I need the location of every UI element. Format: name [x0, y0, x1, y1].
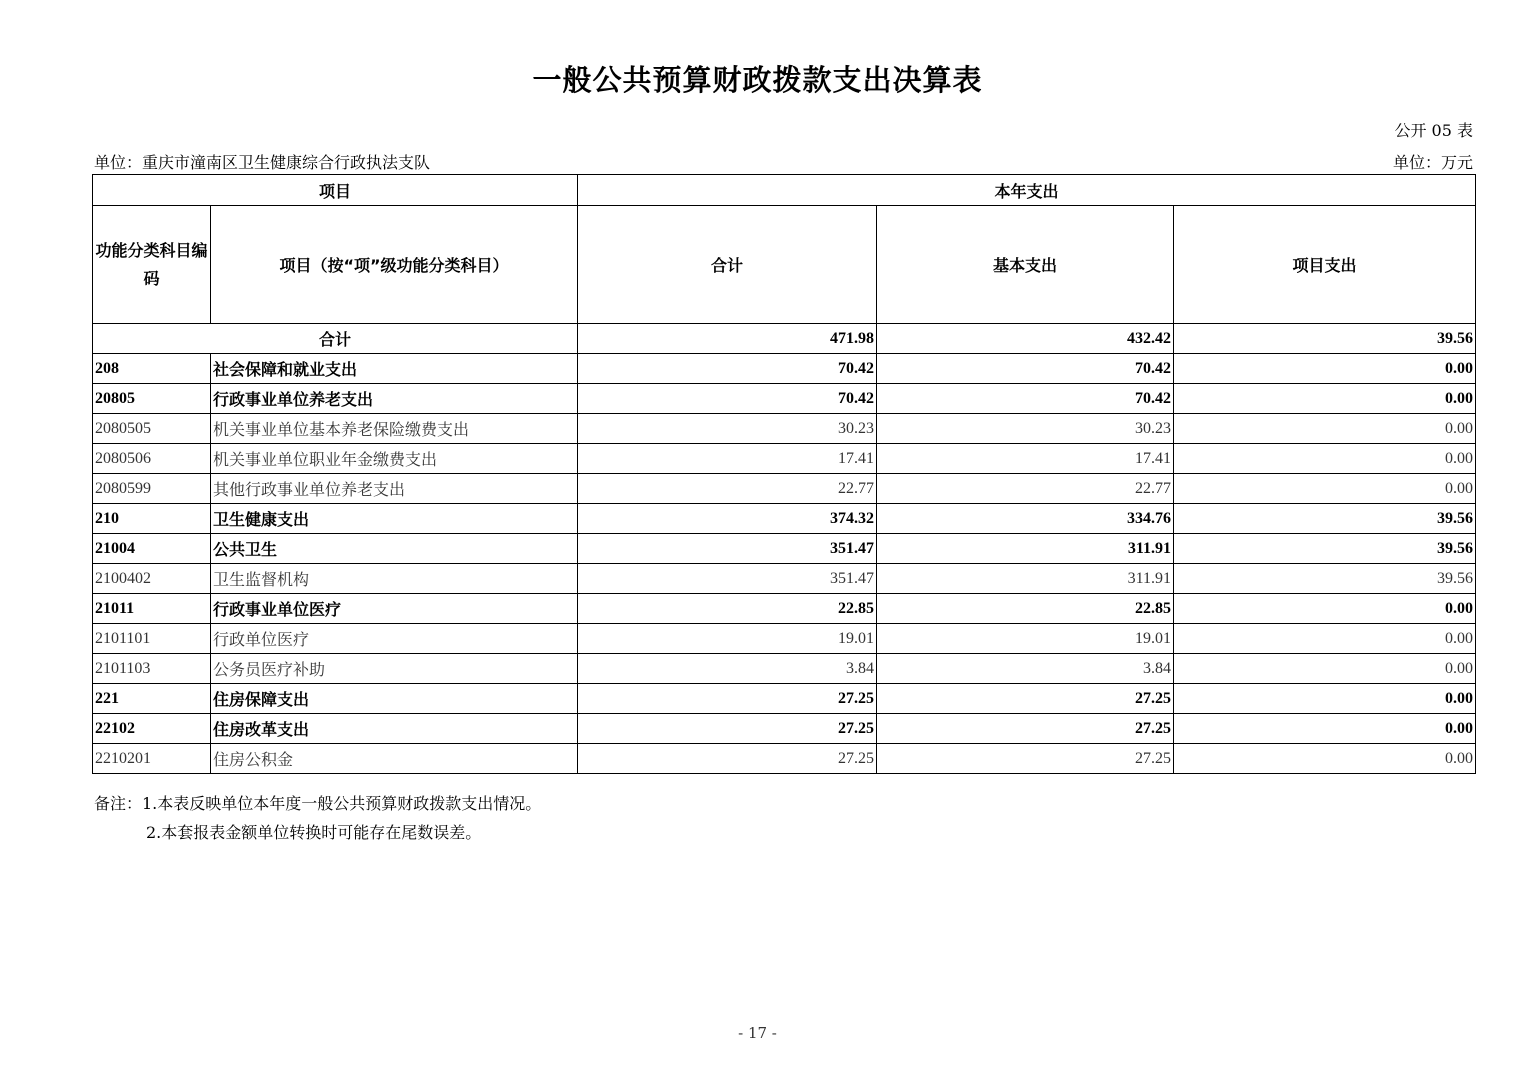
project-cell: 0.00	[1174, 384, 1476, 414]
table-body	[93, 354, 1476, 774]
table-row	[93, 654, 1476, 684]
total-cell: 19.01	[578, 624, 877, 654]
name-cell: 住房保障支出	[211, 684, 578, 714]
table-row	[93, 354, 1476, 384]
basic-cell: 311.91	[877, 564, 1174, 594]
code-cell: 21011	[93, 594, 211, 624]
header-row-columns	[93, 206, 1476, 324]
project-cell: 0.00	[1174, 744, 1476, 774]
table-row	[93, 504, 1476, 534]
basic-cell: 27.25	[877, 714, 1174, 744]
table-row	[93, 564, 1476, 594]
table-row	[93, 684, 1476, 714]
name-cell: 机关事业单位基本养老保险缴费支出	[211, 414, 578, 444]
notes	[94, 789, 541, 847]
total-cell: 30.23	[578, 414, 877, 444]
total-cell: 351.47	[578, 564, 877, 594]
total-cell: 70.42	[578, 354, 877, 384]
code-cell: 2101101	[93, 624, 211, 654]
total-cell: 351.47	[578, 534, 877, 564]
note-1: 备注：1.本表反映单位本年度一般公共预算财政拨款支出情况。	[94, 794, 542, 813]
total-label: 合计	[93, 324, 578, 354]
basic-cell: 432.42	[877, 324, 1174, 354]
code-cell: 2080505	[93, 414, 211, 444]
table-row	[93, 714, 1476, 744]
table-row	[93, 414, 1476, 444]
total-cell: 3.84	[578, 654, 877, 684]
header-name: 项目（按“项”级功能分类科目）	[211, 206, 578, 324]
note-2: 2.本套报表金额单位转换时可能存在尾数误差。	[146, 823, 482, 842]
total-cell: 27.25	[578, 714, 877, 744]
code-cell: 2080506	[93, 444, 211, 474]
expenditure-table	[92, 174, 1476, 774]
basic-cell: 27.25	[877, 684, 1174, 714]
code-cell: 21004	[93, 534, 211, 564]
total-cell: 27.25	[578, 744, 877, 774]
basic-cell: 19.01	[877, 624, 1174, 654]
table-row	[93, 744, 1476, 774]
basic-cell: 334.76	[877, 504, 1174, 534]
table-row	[93, 624, 1476, 654]
header-item-group: 项目	[93, 175, 578, 206]
code-cell: 2210201	[93, 744, 211, 774]
project-cell: 0.00	[1174, 594, 1476, 624]
basic-cell: 27.25	[877, 744, 1174, 774]
project-cell: 0.00	[1174, 444, 1476, 474]
code-cell: 20805	[93, 384, 211, 414]
total-cell: 17.41	[578, 444, 877, 474]
table-row	[93, 594, 1476, 624]
project-cell: 0.00	[1174, 684, 1476, 714]
name-cell: 机关事业单位职业年金缴费支出	[211, 444, 578, 474]
total-cell: 70.42	[578, 384, 877, 414]
header-project: 项目支出	[1174, 206, 1476, 324]
name-cell: 行政事业单位医疗	[211, 594, 578, 624]
basic-cell: 22.85	[877, 594, 1174, 624]
project-cell: 0.00	[1174, 714, 1476, 744]
project-cell: 0.00	[1174, 474, 1476, 504]
header-row-group	[93, 175, 1476, 206]
page-number: - 17 -	[738, 1024, 777, 1042]
name-cell: 公务员医疗补助	[211, 654, 578, 684]
name-cell: 卫生监督机构	[211, 564, 578, 594]
project-cell: 39.56	[1174, 564, 1476, 594]
code-cell: 2100402	[93, 564, 211, 594]
total-row	[93, 324, 1476, 354]
code-cell: 2080599	[93, 474, 211, 504]
total-cell: 22.77	[578, 474, 877, 504]
project-cell: 0.00	[1174, 654, 1476, 684]
code-cell: 210	[93, 504, 211, 534]
table-number: 公开 05 表	[1394, 121, 1473, 140]
name-cell: 社会保障和就业支出	[211, 354, 578, 384]
basic-cell: 3.84	[877, 654, 1174, 684]
name-cell: 行政事业单位养老支出	[211, 384, 578, 414]
basic-cell: 70.42	[877, 354, 1174, 384]
code-cell: 208	[93, 354, 211, 384]
name-cell: 公共卫生	[211, 534, 578, 564]
project-cell: 39.56	[1174, 324, 1476, 354]
basic-cell: 70.42	[877, 384, 1174, 414]
code-cell: 2101103	[93, 654, 211, 684]
basic-cell: 17.41	[877, 444, 1174, 474]
name-cell: 住房公积金	[211, 744, 578, 774]
project-cell: 39.56	[1174, 534, 1476, 564]
basic-cell: 30.23	[877, 414, 1174, 444]
total-cell: 22.85	[578, 594, 877, 624]
table-row	[93, 474, 1476, 504]
reporting-unit: 单位：重庆市潼南区卫生健康综合行政执法支队	[94, 153, 431, 172]
page-title: 一般公共预算财政拨款支出决算表	[532, 63, 983, 97]
header-basic: 基本支出	[877, 206, 1174, 324]
name-cell: 其他行政事业单位养老支出	[211, 474, 578, 504]
project-cell: 0.00	[1174, 354, 1476, 384]
code-cell: 22102	[93, 714, 211, 744]
header-total: 合计	[578, 206, 877, 324]
total-cell: 27.25	[578, 684, 877, 714]
project-cell: 0.00	[1174, 414, 1476, 444]
total-cell: 471.98	[578, 324, 877, 354]
table-row	[93, 444, 1476, 474]
total-cell: 374.32	[578, 504, 877, 534]
currency-unit: 单位：万元	[1392, 153, 1473, 172]
project-cell: 0.00	[1174, 624, 1476, 654]
basic-cell: 22.77	[877, 474, 1174, 504]
table-row	[93, 384, 1476, 414]
project-cell: 39.56	[1174, 504, 1476, 534]
header-code: 功能分类科目编码	[93, 206, 211, 324]
code-cell: 221	[93, 684, 211, 714]
basic-cell: 311.91	[877, 534, 1174, 564]
name-cell: 住房改革支出	[211, 714, 578, 744]
table-row	[93, 534, 1476, 564]
header-year-expenditure: 本年支出	[578, 175, 1476, 206]
name-cell: 卫生健康支出	[211, 504, 578, 534]
name-cell: 行政单位医疗	[211, 624, 578, 654]
